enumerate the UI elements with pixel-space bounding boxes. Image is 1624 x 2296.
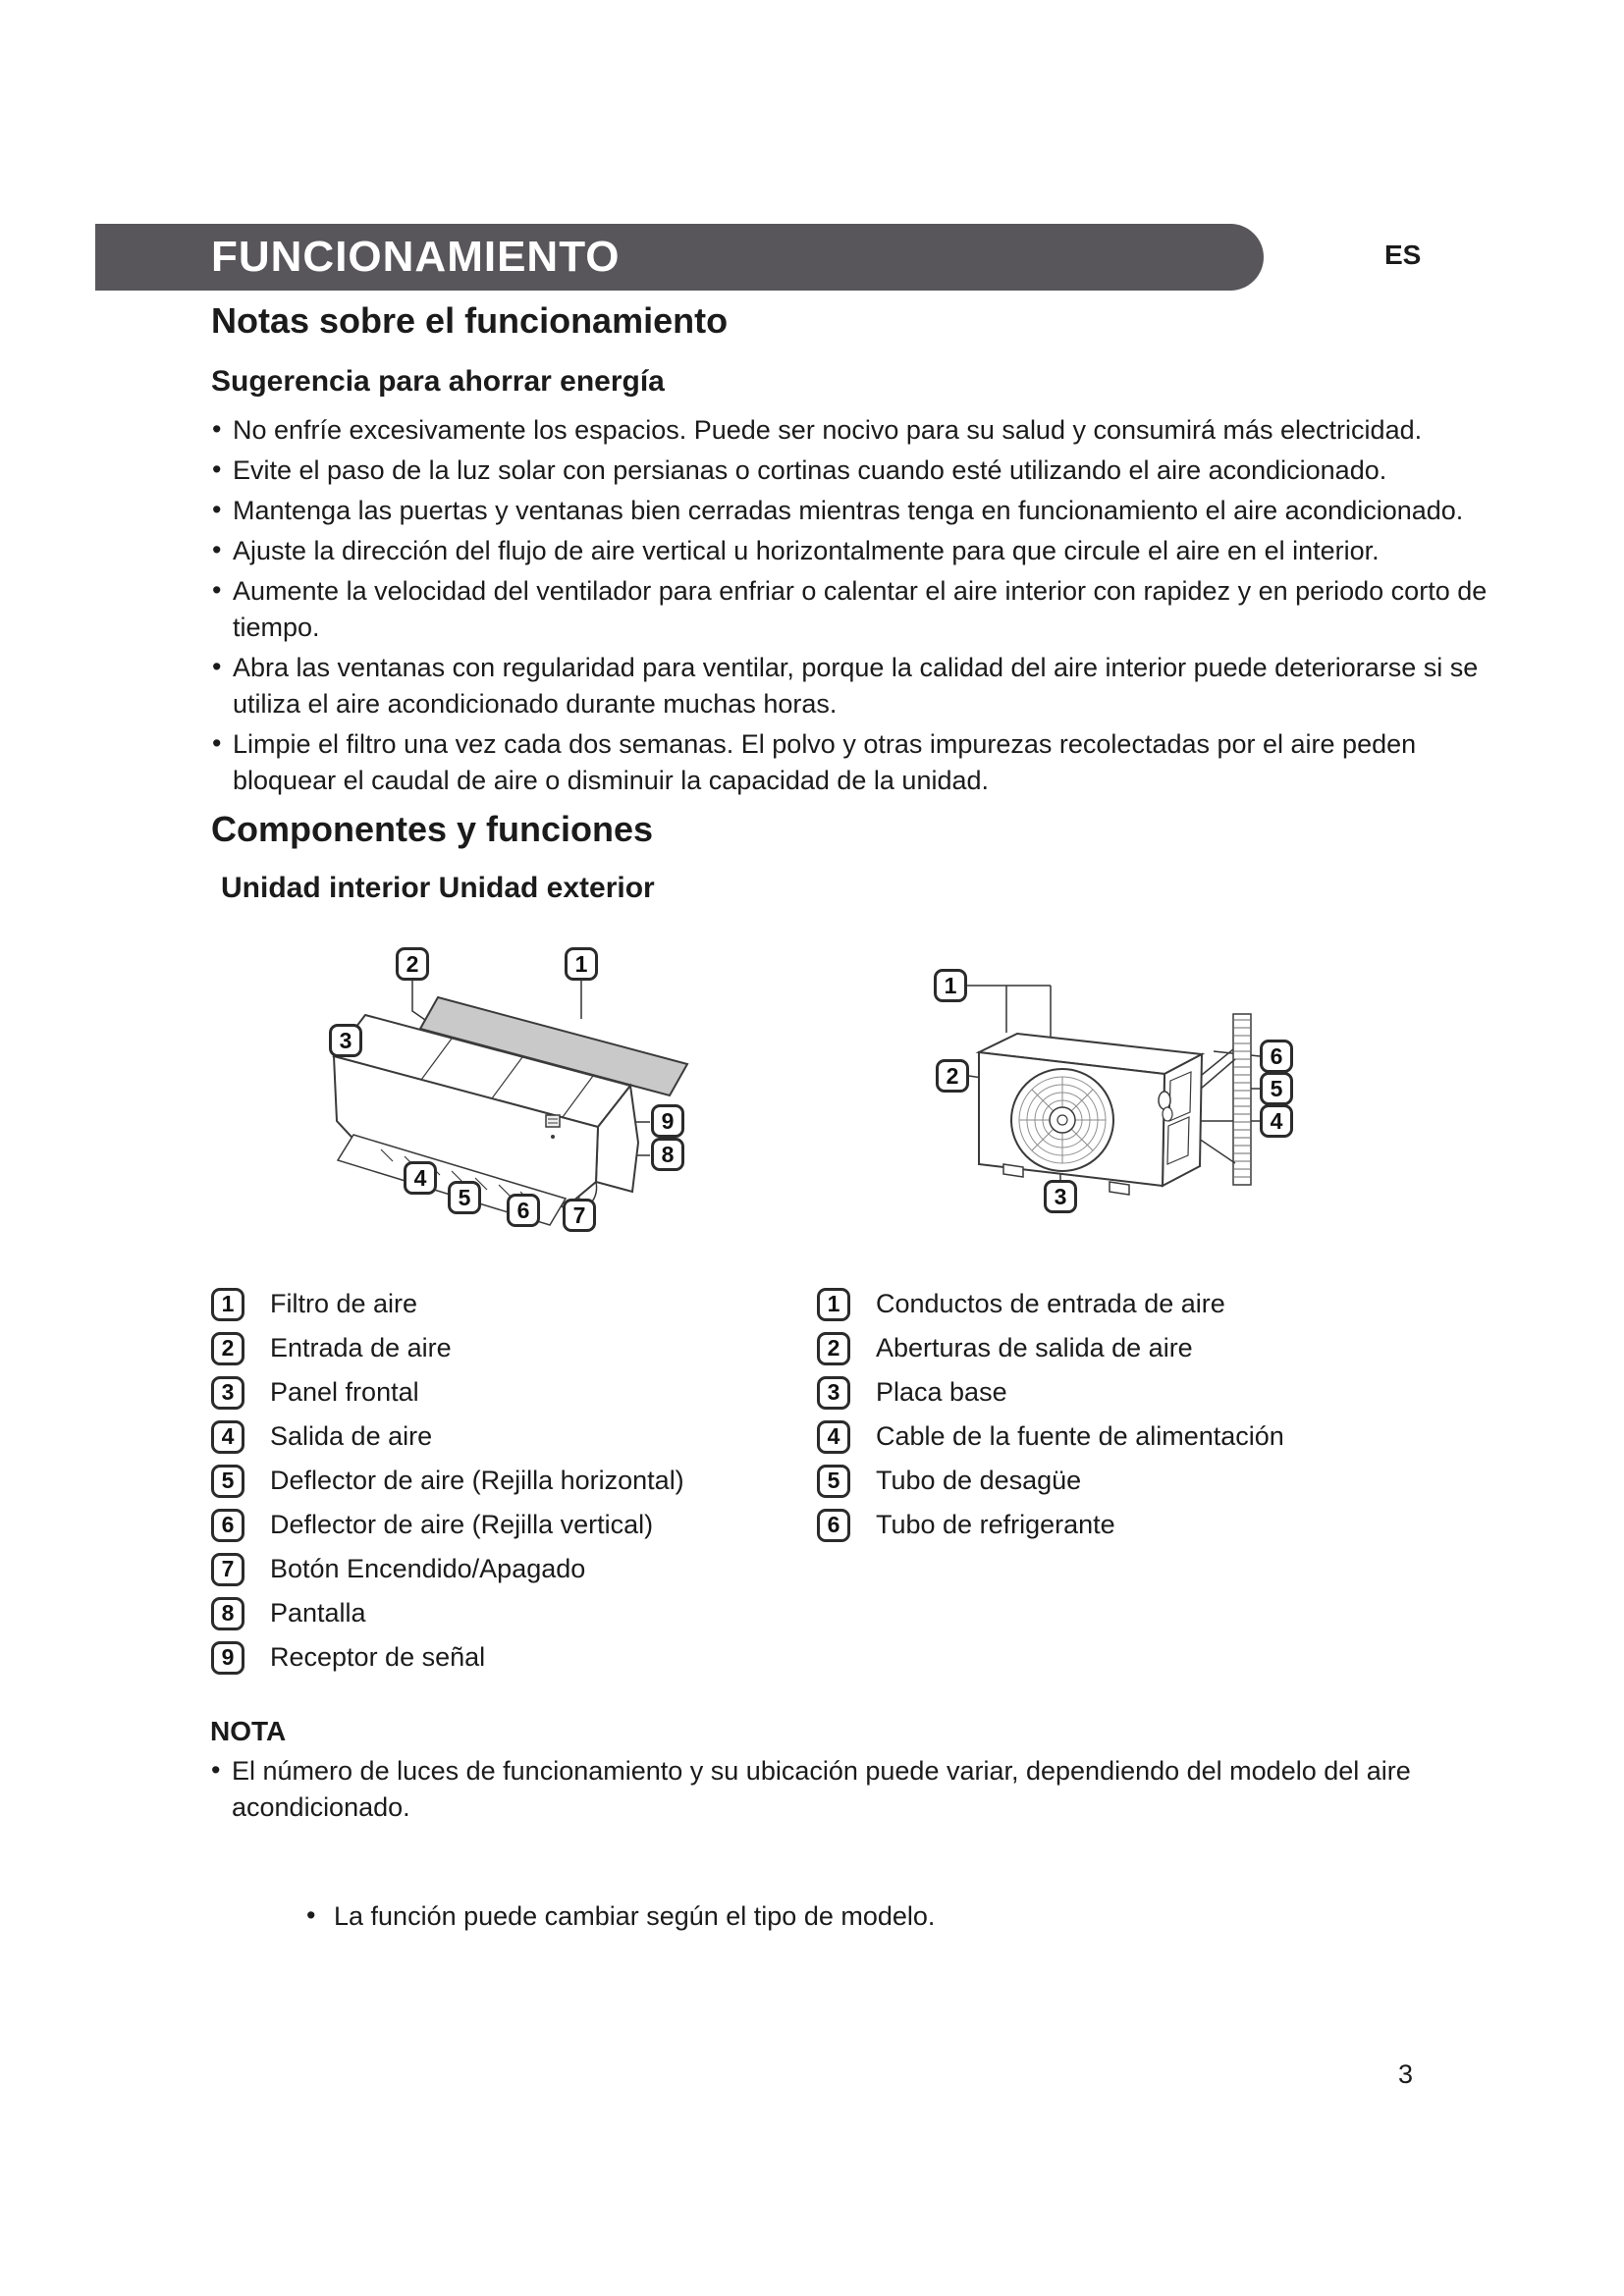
exterior-components-list xyxy=(817,1282,1284,1547)
callout-badge-2: 2 xyxy=(936,1059,969,1093)
callout-badge-6: 6 xyxy=(1260,1040,1293,1073)
callout-badge-4: 4 xyxy=(404,1161,437,1195)
note-heading: NOTA xyxy=(210,1716,287,1746)
item-label: Panel frontal xyxy=(270,1377,419,1407)
list-item xyxy=(211,1459,684,1503)
tip-item: • Aumente la velocidad del ventilador para enfriar o calentar el aire interior con rapidez y en periodo corto de tiempo. xyxy=(211,573,1507,646)
item-number-badge: 6 xyxy=(817,1509,850,1542)
item-label: Botón Encendido/Apagado xyxy=(270,1554,586,1583)
item-label: Aberturas de salida de aire xyxy=(876,1333,1193,1362)
item-number-badge: 6 xyxy=(211,1509,244,1542)
item-number-badge: 1 xyxy=(817,1288,850,1321)
interior-components-list xyxy=(211,1282,684,1680)
callout-badge-6: 6 xyxy=(507,1194,540,1227)
language-badge: ES xyxy=(1384,240,1422,270)
list-item xyxy=(211,1415,684,1459)
item-number-badge: 4 xyxy=(211,1420,244,1454)
list-item xyxy=(817,1415,1284,1459)
energy-tips-heading: Sugerencia para ahorrar energía xyxy=(211,365,665,398)
section-title: FUNCIONAMIENTO xyxy=(211,233,621,281)
tip-item: • Mantenga las puertas y ventanas bien cerradas mientras tenga en funcionamiento el aire acondicionado. xyxy=(211,493,1507,529)
list-item xyxy=(817,1459,1284,1503)
list-item xyxy=(211,1282,684,1326)
item-label: Conductos de entrada de aire xyxy=(876,1289,1225,1318)
list-item xyxy=(817,1370,1284,1415)
notes-heading: Notas sobre el funcionamiento xyxy=(211,300,729,341)
callout-badge-7: 7 xyxy=(563,1199,596,1232)
list-item xyxy=(211,1326,684,1370)
tip-item: • Evite el paso de la luz solar con persianas o cortinas cuando esté utilizando el aire acondicionado. xyxy=(211,453,1507,489)
item-number-badge: 8 xyxy=(211,1597,244,1630)
indoor-unit-line-art xyxy=(304,940,707,1247)
energy-tips-list xyxy=(211,412,1507,803)
item-label: Tubo de desagüe xyxy=(876,1466,1082,1495)
callout-badge-4: 4 xyxy=(1260,1104,1293,1138)
section-title-bar xyxy=(95,224,1264,291)
item-label: Salida de aire xyxy=(270,1421,433,1451)
list-item xyxy=(211,1370,684,1415)
list-item xyxy=(817,1503,1284,1547)
item-label: Deflector de aire (Rejilla horizontal) xyxy=(270,1466,684,1495)
item-number-badge: 3 xyxy=(211,1376,244,1410)
item-label: Entrada de aire xyxy=(270,1333,452,1362)
item-number-badge: 9 xyxy=(211,1641,244,1675)
tip-item: • Limpie el filtro una vez cada dos semanas. El polvo y otras impurezas recolectadas por el aire peden bloquear el caudal de aire o disminuir la capacidad de la unidad. xyxy=(211,726,1507,799)
item-label: Tubo de refrigerante xyxy=(876,1510,1115,1539)
item-number-badge: 2 xyxy=(211,1332,244,1365)
list-item xyxy=(211,1503,684,1547)
item-number-badge: 2 xyxy=(817,1332,850,1365)
units-heading: Unidad interior Unidad exterior xyxy=(221,872,655,904)
outdoor-unit-diagram xyxy=(923,957,1306,1222)
item-label: Deflector de aire (Rejilla vertical) xyxy=(270,1510,654,1539)
list-item xyxy=(211,1635,684,1680)
item-number-badge: 5 xyxy=(817,1465,850,1498)
item-number-badge: 5 xyxy=(211,1465,244,1498)
tip-item: • No enfríe excesivamente los espacios. Puede ser nocivo para su salud y consumirá más electricidad. xyxy=(211,412,1507,449)
item-number-badge: 7 xyxy=(211,1553,244,1586)
item-label: Placa base xyxy=(876,1377,1007,1407)
list-item xyxy=(211,1547,684,1591)
item-label: Cable de la fuente de alimentación xyxy=(876,1421,1284,1451)
indoor-unit-diagram xyxy=(304,940,707,1247)
callout-badge-1: 1 xyxy=(565,947,598,981)
tip-item: • Abra las ventanas con regularidad para ventilar, porque la calidad del aire interior puede deteriorarse si se utiliza el aire acondicionado durante muchas horas. xyxy=(211,650,1507,722)
list-item xyxy=(817,1326,1284,1370)
list-item xyxy=(817,1282,1284,1326)
callout-badge-3: 3 xyxy=(329,1024,362,1057)
callout-badge-5: 5 xyxy=(1260,1072,1293,1105)
item-label: Filtro de aire xyxy=(270,1289,418,1318)
outdoor-unit-line-art xyxy=(923,957,1306,1222)
components-heading: Componentes y funciones xyxy=(211,809,654,849)
note-sub-bullet: • La función puede cambiar según el tipo de modelo. xyxy=(304,1898,1414,1935)
callout-badge-1: 1 xyxy=(934,969,967,1002)
callout-badge-3: 3 xyxy=(1044,1180,1077,1213)
note-bullet: • El número de luces de funcionamiento y su ubicación puede variar, dependiendo del modelo del aire acondicionado. xyxy=(210,1753,1538,1826)
callout-badge-9: 9 xyxy=(651,1104,684,1138)
callout-badge-5: 5 xyxy=(448,1181,481,1214)
item-label: Pantalla xyxy=(270,1598,366,1628)
item-number-badge: 4 xyxy=(817,1420,850,1454)
callout-badge-8: 8 xyxy=(651,1138,684,1171)
item-label: Receptor de señal xyxy=(270,1642,486,1672)
page-number: 3 xyxy=(1398,2059,1414,2089)
item-number-badge: 3 xyxy=(817,1376,850,1410)
item-number-badge: 1 xyxy=(211,1288,244,1321)
tip-item: • Ajuste la dirección del flujo de aire vertical u horizontalmente para que circule el aire en el interior. xyxy=(211,533,1507,569)
callout-badge-2: 2 xyxy=(396,947,429,981)
list-item xyxy=(211,1591,684,1635)
